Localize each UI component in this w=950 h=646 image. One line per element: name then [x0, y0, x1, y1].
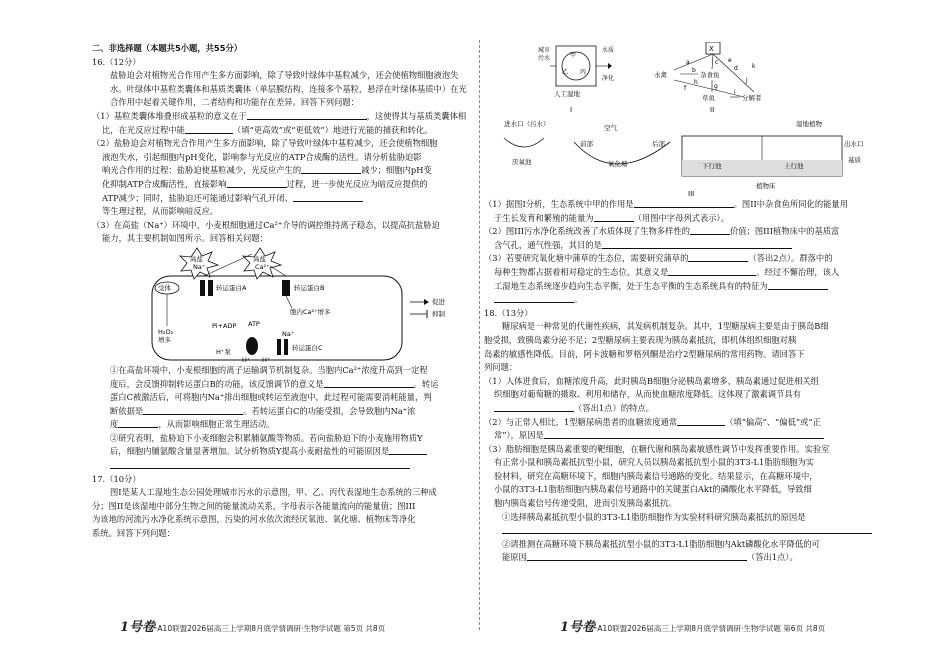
- salt-label-1: 高盐: [190, 254, 203, 263]
- oxidation-label: 氧化塘: [608, 160, 628, 168]
- front-label: 前部: [580, 140, 593, 148]
- q17-p3-line4: 。: [484, 293, 890, 307]
- q16-s1-line1: ①在高盐环境中，小麦根细胞的离子运输调节机制复杂。当胞内Ca²⁺浓度升高到一定程: [110, 364, 428, 375]
- q16-p2-line4: 化抑制ATP合成酶活性，直接影响 过程，进一步使光反应为暗反应提供的: [102, 178, 428, 189]
- fig2-roman: II: [710, 106, 715, 114]
- atp-label: ATP: [248, 319, 260, 328]
- ecosystem-figures-i-ii: [484, 42, 890, 116]
- q16-s2-line1: ②研究表明，盐胁迫下小麦细胞会积累脯氨酸等物质。若向盐胁迫下的小麦施用物质Y: [110, 432, 423, 443]
- footer-right-text: ·A10联盟2026届高三上学期8月底学情调研·生物学试题 第6页 共8页: [595, 624, 826, 633]
- q18-p1-line2: 织细胞对葡萄糖的摄取、利用和储存，从而使血糖浓度降低。这体现了激素调节具有: [494, 389, 801, 400]
- down-flow-label: 下行池: [702, 162, 722, 170]
- q16-s1-line5: 度 ，从而影响细胞正常生理活动。: [110, 419, 275, 430]
- edge-k: k: [752, 63, 756, 70]
- fig3-roman: III: [688, 190, 695, 198]
- logo-right: 1号卷: [560, 620, 596, 635]
- q16-p2-line3: 响光合作用的过程：盐胁迫使基粒减少，光反应产生的 减少；细胞内pH变: [102, 165, 432, 176]
- edge-b: b: [692, 67, 696, 74]
- city-label: 城市: [538, 47, 551, 54]
- q18-p2-line2: 常”），原因是: [484, 429, 890, 443]
- na-label-1: Na⁺: [193, 262, 206, 271]
- protein-c-label: 转运蛋白C: [292, 343, 323, 352]
- q18-p3-line9: 能原因 （答出1点）。: [502, 552, 798, 563]
- footer-left: [120, 616, 385, 635]
- q18-p3-line5: 胞内胰岛素信号传递受阻，进而引发胰岛素抵抗。: [494, 498, 677, 509]
- receptor-label: 受体: [158, 283, 171, 292]
- h-label-1: H⁺: [242, 355, 251, 364]
- q16-p2-line6: 等生理过程，从而影响暗反应。: [102, 206, 219, 217]
- h-pump-label: H⁺泵: [216, 347, 231, 356]
- column-divider: [479, 40, 480, 630]
- q18-line3: 岛素的敏感性降低。目前，阿卡波糖和罗格列酮是治疗2型糖尿病的常用药物。请回答下: [484, 348, 805, 359]
- edge-d: d: [734, 65, 738, 72]
- edge-e: e: [728, 57, 732, 64]
- ca-label: Ca²⁺: [255, 262, 270, 271]
- section-title: 二、非选择题（本题共5小题，共55分）: [92, 43, 243, 53]
- q16-p2-line1: （2）盐胁迫会对植物光合作用产生多方面影响，除了导致叶绿体中基粒减少，还会使植物细胞: [92, 138, 438, 149]
- purification-system-figure: [484, 116, 890, 198]
- q17-head: 17.（10分）: [92, 473, 141, 484]
- protein-b-label: 转运蛋白B: [294, 283, 325, 292]
- anaerobic-label: 厌氧池: [512, 158, 532, 166]
- q17-line4: 系统。回答下列问题：: [92, 528, 175, 539]
- footer-left-text: ·A10联盟2026届高三上学期8月底学情调研·生物学试题 第5页 共8页: [155, 624, 386, 633]
- outlet-label: 出水口: [844, 140, 864, 148]
- up-flow-label: 上行池: [784, 162, 804, 170]
- right-column: [484, 42, 890, 565]
- q17-p3-line2: 每种生物都占据着相对稳定的生态位，其意义是 。经过不懈治理，该人: [494, 266, 840, 277]
- q18-p3-line7: [484, 524, 890, 538]
- protein-b-shape: [282, 280, 290, 296]
- h-pump-shape: [246, 337, 258, 355]
- protein-c-shape: [277, 339, 281, 355]
- q18-p2-line1: （2）与正常人相比，1型糖尿病患者的血糖浓度通常 （填“偏高”、“偏低”或“正: [484, 416, 821, 427]
- q18-p3-line8: ②请推测在高糖环境下胰岛素抵抗型小鼠的3T3-L1脂肪细胞内Akt磷酸化水平降低的可: [502, 538, 820, 549]
- q16-intro: 盐胁迫会对植物光合作用产生多方面影响，除了导致叶绿体中基粒减少，还会使植物细胞液泡失水。叶绿体中基粒类囊体和基质类囊体（单层膜结构，连接多个基粒，悬浮在叶绿体基质中）在光合作用中起着关键作用，二者结构和功能存在差异。回答下列问题：: [110, 70, 467, 108]
- fig1-caption: 人工湿地: [554, 90, 580, 98]
- q16-p2-line2: 液泡失水，引起细胞内pH变化，影响参与光反应的ATP合成酶的活性。请分析盐胁迫影: [102, 151, 422, 162]
- q17-p1-line1: （1）据图I分析，生态系统中甲的作用是 。图II中杂食鱼所同化的能量用: [484, 199, 849, 209]
- q17-line2: 分；图II是该湿地中部分生物之间的能量流动关系，字母表示各能量流向的能量值；图III: [92, 500, 416, 511]
- edge-a: a: [686, 59, 690, 66]
- x-label: X: [709, 45, 714, 53]
- h-label-2: H⁺: [262, 355, 271, 364]
- q18-line1: 糖尿病是一种常见的代谢性疾病，其发病机制复杂。其中，1型糖尿病主要是由于胰岛B细: [502, 321, 829, 332]
- purify-label: 净化: [602, 75, 615, 82]
- q16-p2-line5: ATP减少；同时，盐胁迫还可能通过影响气孔开闭、: [92, 192, 474, 206]
- edge-h: h: [694, 79, 698, 86]
- q17-p3-line3: 工湿地生态系统逐步趋向生态平衡，处于生态平衡的生态系统具有的特征为: [484, 280, 890, 294]
- root-cell-mechanism-figure: [92, 246, 474, 364]
- air-label: 空气: [604, 124, 617, 132]
- q17-p1-line2: 于生长发育和繁殖的能量为 （用图中字母列式表示）。: [494, 212, 729, 223]
- na-label-2: Na⁺: [282, 329, 295, 338]
- substrate-label: 基质: [848, 156, 861, 164]
- water-quality-label: 水质: [602, 47, 615, 54]
- h2o2-label: H₂O₂: [158, 327, 174, 336]
- inlet-label: 进水口（污水）: [504, 120, 550, 128]
- left-column: [92, 42, 474, 541]
- increase-label: 增多: [158, 335, 171, 344]
- jia-label: 甲: [570, 52, 577, 59]
- q18-p3-line3: 验材料，研究在高糖环境下，细胞内胰岛素信号通路的变化。结果显示，在高糖环境中，: [494, 470, 818, 481]
- footer-right: [560, 616, 825, 635]
- logo-left: 1号卷: [120, 620, 156, 635]
- q18-head: 18.（13分）: [484, 307, 533, 318]
- q16-s1-line4: 断依据是 。若转运蛋白C的功能受损，会导致胞内Na⁺浓: [110, 405, 416, 416]
- sewage-label: 污水: [538, 55, 551, 62]
- plant-bed-label: 植物床: [756, 182, 776, 190]
- q18-p3-line4: 小鼠的3T3-L1脂肪细胞内胰岛素信号通路中的关键蛋白Akt的磷酸化水平降低，导致细: [494, 484, 812, 495]
- q17-p2-line2: 含气孔，通气性强，其目的是: [484, 239, 890, 253]
- anaerobic-pool-shape: [504, 138, 544, 147]
- rear-label: 后部: [652, 140, 665, 148]
- decomposer-label: 分解者: [742, 94, 762, 102]
- yi-label: 乙: [562, 69, 569, 76]
- q16-p3-line1: （3）在高盐（Na⁺）环境中，小麦根细胞通过Ca²⁺介导的调控维持离子稳态，以提高抗盐胁迫: [92, 219, 440, 230]
- legend-inhibit: 抑制: [432, 309, 445, 318]
- salt-label-2: 高盐: [253, 254, 266, 263]
- fig1-roman: I: [570, 106, 573, 114]
- waterfowl-label: 水禽: [654, 71, 667, 79]
- wetland-plant-label: 湿地植物: [796, 120, 822, 128]
- protein-a-label: 转运蛋白A: [216, 283, 247, 292]
- fish-label: 杂食鱼: [700, 71, 720, 79]
- q17-p2-line1: （2）图III污水净化系统改善了水质体现了生物多样性的 价值；图III植物床中的基质富: [484, 226, 840, 237]
- q18-line4: 列问题：: [484, 362, 518, 373]
- q18-p1-line3: （答出1点）的特点。: [484, 402, 890, 416]
- edge-g: g: [714, 83, 718, 90]
- protein-a-shape: [200, 280, 205, 296]
- q17-p3-line1: （3）若要研究氧化塘中蒲草的生态位，需要研究蒲草的 （答出2点）。群落中的: [484, 253, 833, 264]
- q16-s1-line2: 度后，会反馈抑制转运蛋白B的功能，该反馈调节的意义是 。转运: [110, 378, 439, 389]
- q18-line2: 胞受损，致胰岛素分泌不足；2型糖尿病主要表现为胰岛素抵抗，即机体组织细胞对胰: [484, 334, 797, 345]
- ca-in-label: 胞内Ca²⁺增多: [290, 307, 331, 316]
- edge-c: c: [715, 59, 719, 66]
- q16-s2-line3: [92, 459, 474, 473]
- q17-line1: 图I是某人工湿地生态公园处理城市污水的示意图，甲、乙、丙代表湿地生态系统的三种成: [110, 487, 437, 498]
- piadp-label: Pi+ADP: [212, 321, 237, 330]
- bing-label: 丙: [580, 69, 587, 76]
- q16-s2-line2: 后，细胞内脯氨酸含量显著增加。试分析物质Y提高小麦耐盐性的可能原因是: [92, 445, 474, 459]
- q16-s1-line3: 蛋白C被激活后，可将胞内Na⁺排出细胞或转运至液泡中，此过程可能需要消耗能量，判: [110, 392, 432, 403]
- q18-p1-line1: （1）人体进食后，血糖浓度升高，此时胰岛B细胞分泌胰岛素增多，胰岛素通过促进相关组: [484, 375, 819, 386]
- q16-p1-line2: 比，在光反应过程中能 （填“更高效”或“更低效”）地进行光能的捕获和转化。: [102, 124, 433, 135]
- edge-i: i: [734, 89, 736, 96]
- legend-promote: 促进: [432, 297, 445, 306]
- q16-head: 16.（12分）: [92, 56, 141, 67]
- q16-p1-line1: （1）基粒类囊体堆叠形成基粒的意义在于 ，这使得其与基质类囊体相: [92, 110, 467, 121]
- edge-f: f: [684, 85, 687, 92]
- q17-line3: 为该地的河流污水净化系统示意图，污染的河水依次流经厌氧池、氧化塘、植物床等净化: [92, 514, 416, 525]
- q16-p3-line2: 能力，其主要机制如图所示。回答相关问题：: [102, 233, 268, 244]
- q18-p3-line1: （3）脂肪细胞是胰岛素重要的靶细胞，在糖代谢和胰岛素敏感性调节中发挥重要作用。实验室: [484, 443, 830, 454]
- q18-p3-line2: 有正常小鼠和胰岛素抵抗型小鼠，研究人员以胰岛素抵抗型小鼠的3T3-L1脂肪细胞为实: [494, 457, 815, 468]
- grass-carp-label: 草鱼: [702, 94, 715, 102]
- q18-p3-line6: ①选择胰岛素抵抗型小鼠的3T3-L1脂肪细胞作为实验材料研究胰岛素抵抗的原因是: [502, 511, 806, 522]
- edge-j: j: [746, 77, 748, 84]
